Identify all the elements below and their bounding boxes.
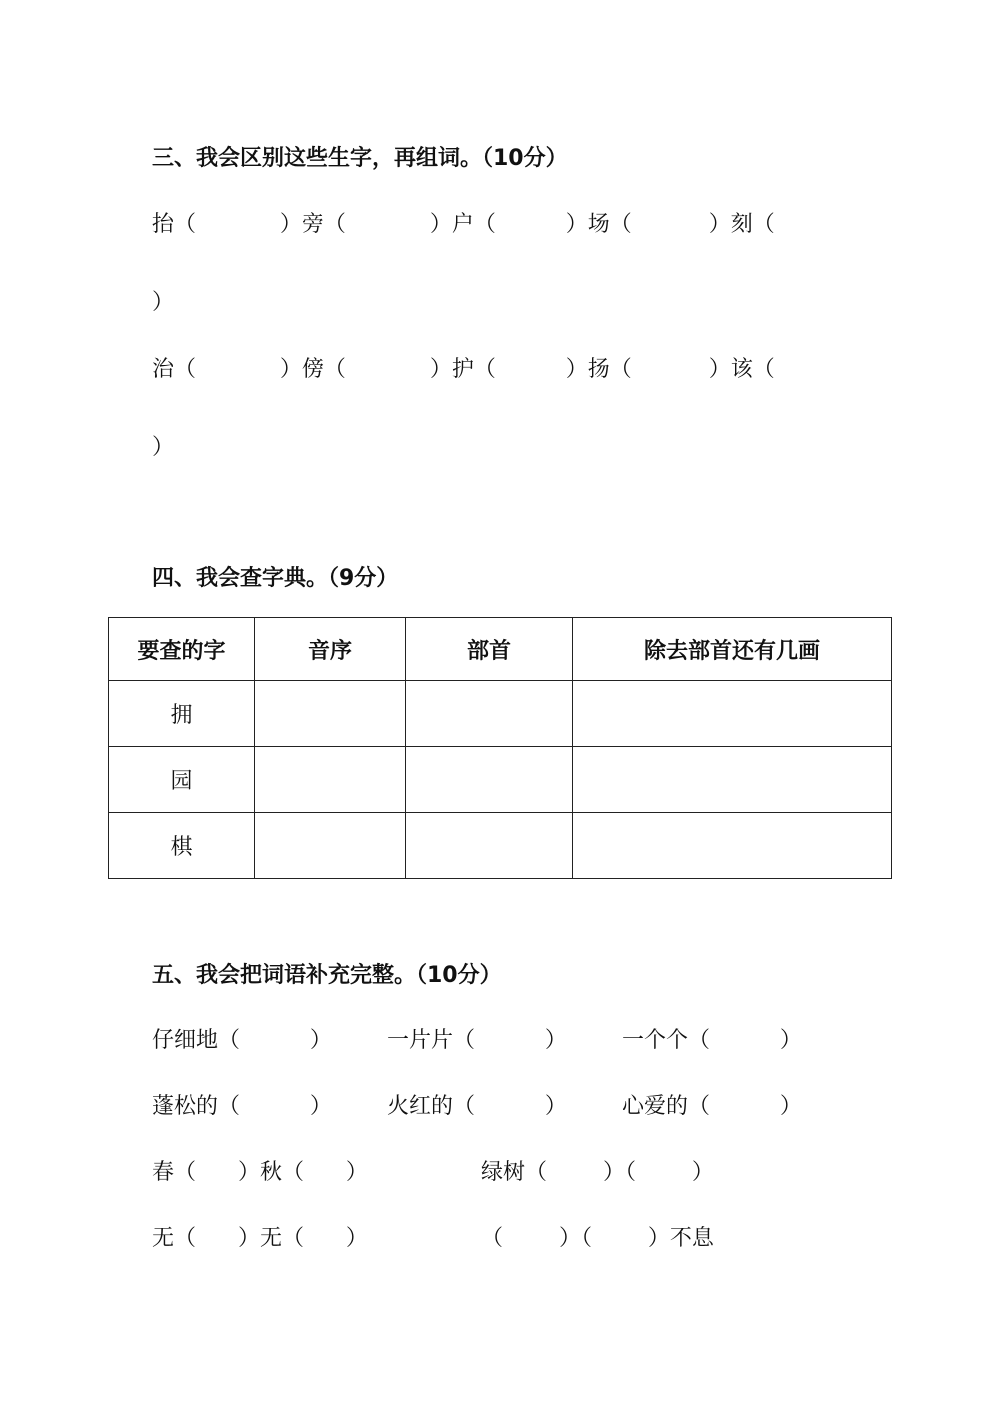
col-header-remaining-strokes: 除去部首还有几画 [573, 618, 892, 681]
radical-answer-cell[interactable] [406, 681, 573, 747]
table-row [109, 813, 892, 879]
phonetic-order-answer-cell[interactable] [255, 681, 406, 747]
table-header-row [109, 618, 892, 681]
word-fill-item: 一个个（ ） [622, 1028, 802, 1053]
word-fill-item: 仔细地（ ） [152, 1028, 332, 1053]
section3-line2-wrap: ） [152, 435, 175, 460]
col-header-radical: 部首 [406, 618, 573, 681]
character-cell: 棋 [109, 813, 255, 879]
section4-heading: 四、我会查字典。（9分） [152, 566, 399, 591]
table-row [109, 747, 892, 813]
section3-line1: 抬（ ）旁（ ）户（ ）场（ ）刻（ [152, 212, 775, 237]
word-fill-item: 绿树（ ）（ ） [481, 1160, 714, 1185]
radical-answer-cell[interactable] [406, 747, 573, 813]
word-fill-item: 无（ ）无（ ） [152, 1226, 368, 1251]
word-fill-item: （ ）（ ）不息 [481, 1226, 714, 1251]
section3-heading: 三、我会区别这些生字，再组词。（10分） [152, 146, 568, 171]
character-cell: 拥 [109, 681, 255, 747]
word-fill-item: 蓬松的（ ） [152, 1094, 332, 1119]
phonetic-order-answer-cell[interactable] [255, 747, 406, 813]
word-fill-item: 春（ ）秋（ ） [152, 1160, 368, 1185]
word-fill-item: 一片片（ ） [387, 1028, 567, 1053]
phonetic-order-answer-cell[interactable] [255, 813, 406, 879]
radical-answer-cell[interactable] [406, 813, 573, 879]
section3-line2: 治（ ）傍（ ）护（ ）扬（ ）该（ [152, 357, 775, 382]
strokes-answer-cell[interactable] [573, 813, 892, 879]
strokes-answer-cell[interactable] [573, 747, 892, 813]
strokes-answer-cell[interactable] [573, 681, 892, 747]
col-header-phonetic-order: 音序 [255, 618, 406, 681]
character-cell: 园 [109, 747, 255, 813]
section5-heading: 五、我会把词语补充完整。（10分） [152, 963, 502, 988]
table-row [109, 681, 892, 747]
word-fill-item: 心爱的（ ） [622, 1094, 802, 1119]
word-fill-item: 火红的（ ） [387, 1094, 567, 1119]
col-header-character: 要查的字 [109, 618, 255, 681]
section3-line1-wrap: ） [152, 290, 175, 315]
dictionary-table [108, 617, 892, 879]
